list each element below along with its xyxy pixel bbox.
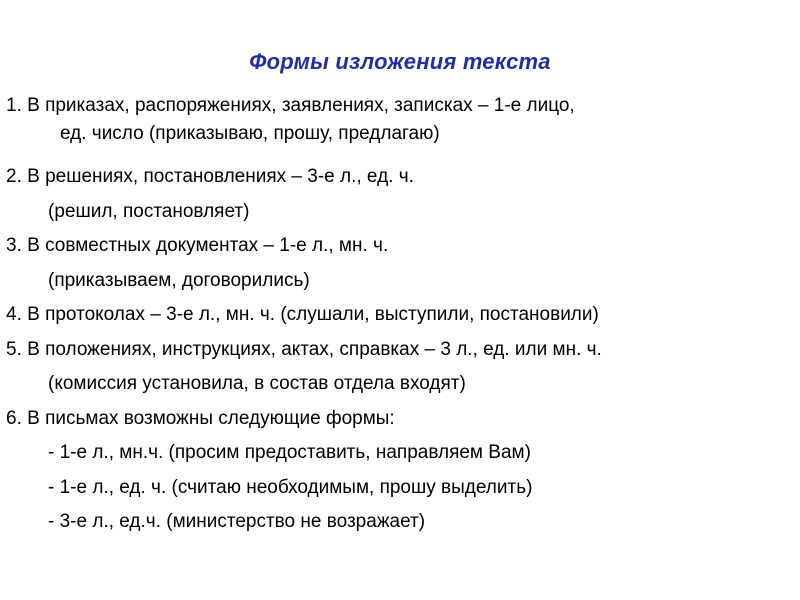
- list-item-2: 2. В решениях, постановлениях – 3-е л., ед. ч.: [6, 166, 414, 187]
- list-item-6: 6. В письмах возможны следующие формы:: [6, 407, 395, 429]
- list-item-3-examples: (приказываем, договорились): [48, 269, 310, 291]
- list-item-6-sub-3: - 3-е л., ед.ч. (министерство не возражает): [48, 511, 426, 532]
- list-item-5: 5. В положениях, инструкциях, актах, справках – 3 л., ед. или мн. ч.: [6, 338, 602, 360]
- list-item-4: 4. В протоколах – 3-е л., мн. ч. (слушали, выступили, постановили): [6, 304, 599, 325]
- text-forms-list: [6, 92, 794, 540]
- list-item-3: 3. В совместных документах – 1-е л., мн. ч.: [6, 235, 389, 256]
- list-item-6-sub-1: - 1-е л., мн.ч. (просим предоставить, направляем Вам): [48, 442, 531, 463]
- list-item-1: 1. В приказах, распоряжениях, заявлениях, записках – 1-е лицо,: [6, 95, 575, 116]
- slide-title: Формы изложения текста: [249, 49, 551, 74]
- list-item-2-examples: (решил, постановляет): [48, 200, 250, 222]
- list-item-5-examples: (комиссия установила, в состав отдела входят): [48, 373, 466, 394]
- list-item-1-continuation: ед. число (приказываю, прошу, предлагаю): [60, 123, 440, 144]
- list-item-6-sub-2: - 1-е л., ед. ч. (считаю необходимым, прошу выделить): [48, 476, 533, 498]
